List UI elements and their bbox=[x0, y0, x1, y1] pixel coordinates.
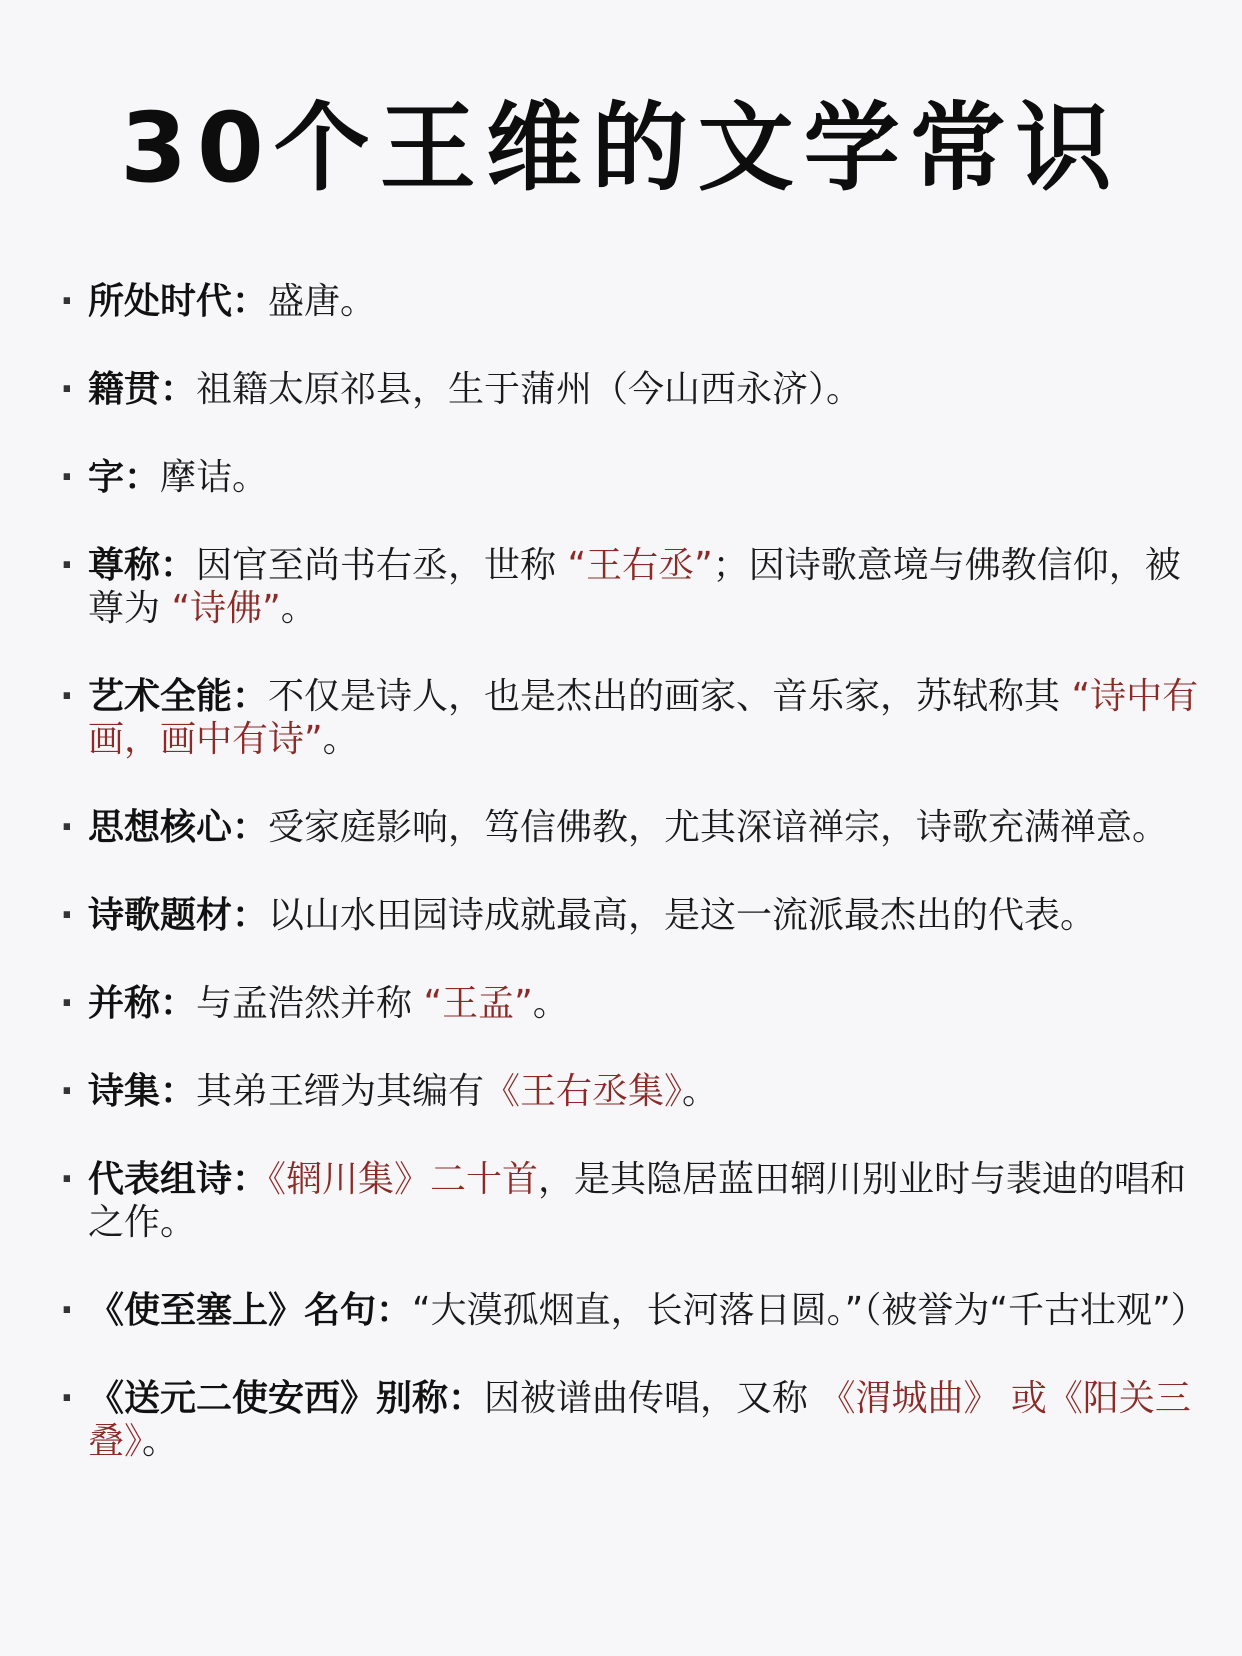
item-text: 。 bbox=[142, 1421, 179, 1462]
item-text: ；因诗歌意境与佛教信仰，被尊为 bbox=[88, 545, 1181, 629]
item-label: 思想核心： bbox=[88, 807, 269, 848]
list-item bbox=[60, 1377, 1210, 1463]
item-text: 因被谱曲传唱，又称 bbox=[484, 1378, 820, 1419]
bullet-icon: · bbox=[60, 545, 74, 586]
bullet-icon: · bbox=[60, 281, 74, 322]
bullet-icon: · bbox=[60, 807, 74, 848]
item-text: 。 bbox=[322, 719, 359, 760]
item-text: ，是其隐居蓝田辋川别业时与裴迪的唱和之作。 bbox=[88, 1159, 1187, 1243]
item-text: 祖籍太原祁县，生于蒲州（今山西永济）。 bbox=[196, 369, 863, 410]
highlight-text: “王右丞” bbox=[567, 545, 713, 586]
page-title: 30个王维的文学常识 bbox=[120, 92, 1122, 204]
list-item bbox=[60, 982, 1210, 1025]
list-item bbox=[60, 1289, 1210, 1332]
item-label: 《送元二使安西》别称： bbox=[88, 1378, 485, 1419]
list-item bbox=[60, 544, 1210, 630]
list-item bbox=[60, 894, 1210, 937]
item-text: 不仅是诗人，也是杰出的画家、音乐家，苏轼称其 bbox=[268, 676, 1072, 717]
highlight-text: 《渭城曲》 或《阳关三叠》 bbox=[88, 1378, 1191, 1462]
item-label: 代表组诗： bbox=[88, 1159, 269, 1200]
bullet-icon: · bbox=[60, 895, 74, 936]
fact-list bbox=[60, 280, 1210, 1508]
list-item bbox=[60, 675, 1210, 761]
highlight-text: “王孟” bbox=[423, 983, 533, 1024]
list-item bbox=[60, 1070, 1210, 1113]
item-text: 因官至尚书右丞，世称 bbox=[196, 545, 568, 586]
item-label: 《使至塞上》名句： bbox=[88, 1290, 413, 1331]
item-text: 摩诘。 bbox=[160, 457, 269, 498]
item-text: 。 bbox=[682, 1071, 719, 1112]
highlight-text: “诗佛” bbox=[171, 588, 281, 629]
bullet-icon: · bbox=[60, 1290, 74, 1331]
bullet-icon: · bbox=[60, 369, 74, 410]
list-item bbox=[60, 1158, 1210, 1244]
item-label: 籍贯： bbox=[88, 369, 197, 410]
bullet-icon: · bbox=[60, 983, 74, 1024]
item-text: 盛唐。 bbox=[268, 281, 377, 322]
item-label: 诗歌题材： bbox=[88, 895, 269, 936]
item-text: 与孟浩然并称 bbox=[196, 983, 424, 1024]
item-label: 诗集： bbox=[88, 1071, 197, 1112]
item-text: 其弟王缙为其编有 bbox=[196, 1071, 485, 1112]
item-label: 艺术全能： bbox=[88, 676, 269, 717]
list-item bbox=[60, 280, 1210, 323]
highlight-text: “诗中有画，画中有诗” bbox=[88, 676, 1199, 760]
item-text: 。 bbox=[532, 983, 569, 1024]
item-text: 以山水田园诗成就最高，是这一流派最杰出的代表。 bbox=[268, 895, 1097, 936]
bullet-icon: · bbox=[60, 1159, 74, 1200]
bullet-icon: · bbox=[60, 457, 74, 498]
bullet-icon: · bbox=[60, 676, 74, 717]
highlight-text: 《辋川集》二十首 bbox=[268, 1159, 539, 1200]
item-text: 受家庭影响，笃信佛教，尤其深谙禅宗，诗歌充满禅意。 bbox=[268, 807, 1169, 848]
item-label: 并称： bbox=[88, 983, 197, 1024]
bullet-icon: · bbox=[60, 1378, 74, 1419]
item-text: “大漠孤烟直，长河落日圆。”（被誉为“千古壮观”） bbox=[412, 1290, 1207, 1331]
item-label: 字： bbox=[88, 457, 161, 498]
list-item bbox=[60, 806, 1210, 849]
item-text: 。 bbox=[280, 588, 317, 629]
list-item bbox=[60, 368, 1210, 411]
highlight-text: 《王右丞集》 bbox=[484, 1071, 683, 1112]
item-label: 尊称： bbox=[88, 545, 197, 586]
bullet-icon: · bbox=[60, 1071, 74, 1112]
item-label: 所处时代： bbox=[88, 281, 269, 322]
list-item bbox=[60, 456, 1210, 499]
